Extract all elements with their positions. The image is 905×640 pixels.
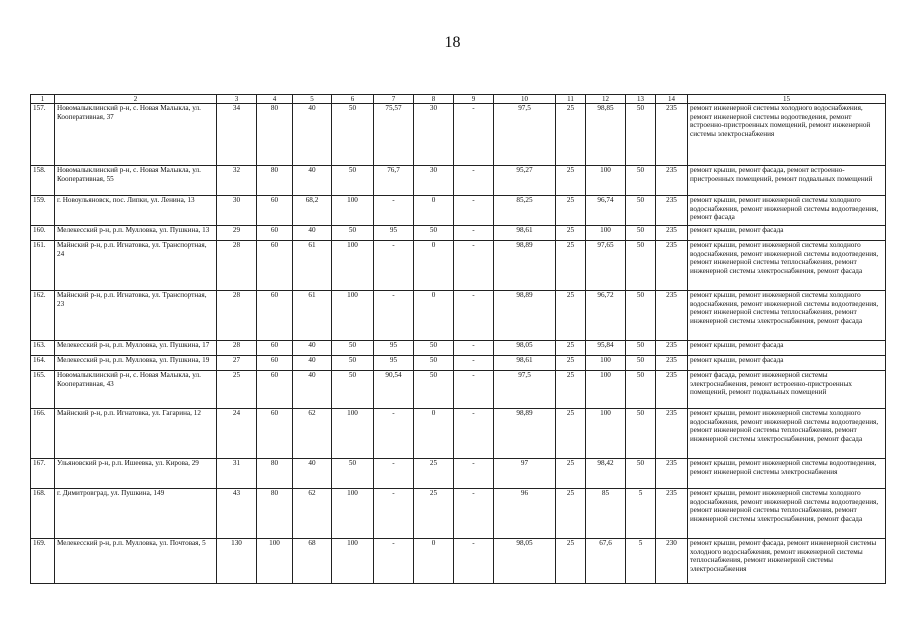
cell-col-5: 68 [293, 539, 332, 584]
table-row [31, 459, 886, 489]
table-row [31, 241, 886, 291]
cell-col-13: 50 [626, 291, 656, 341]
table-row [31, 371, 886, 409]
cell-col-12: 96,72 [586, 291, 626, 341]
cell-col-11: 25 [556, 291, 586, 341]
cell-col-6: 100 [332, 409, 374, 459]
cell-col-13: 50 [626, 356, 656, 371]
cell-col-6: 50 [332, 341, 374, 356]
cell-col-11: 25 [556, 166, 586, 196]
row-number-cell: 158. [31, 166, 55, 196]
row-number-cell: 166. [31, 409, 55, 459]
column-header: 8 [414, 95, 454, 104]
works-cell: ремонт инженерной системы холодного водоснабжения, ремонт инженерной системы водоотведения, ремонт встроенно-пристроенных помещений, ремонт инженерной системы электроснабжения [688, 104, 886, 166]
cell-col-13: 5 [626, 489, 656, 539]
works-cell: ремонт крыши, ремонт фасада [688, 356, 886, 371]
cell-col-11: 25 [556, 196, 586, 226]
cell-col-11: 25 [556, 356, 586, 371]
cell-col-9: - [454, 356, 494, 371]
cell-col-6: 50 [332, 459, 374, 489]
column-header: 9 [454, 95, 494, 104]
row-number-cell: 163. [31, 341, 55, 356]
cell-col-7: - [374, 489, 414, 539]
cell-col-14: 235 [656, 291, 688, 341]
cell-col-13: 5 [626, 539, 656, 584]
cell-col-8: 0 [414, 241, 454, 291]
cell-col-9: - [454, 539, 494, 584]
cell-col-7: - [374, 241, 414, 291]
table-row [31, 409, 886, 459]
cell-col-10: 98,89 [494, 409, 556, 459]
cell-col-6: 100 [332, 539, 374, 584]
cell-col-14: 235 [656, 459, 688, 489]
works-cell: ремонт крыши, ремонт инженерной системы водоотведения, ремонт инженерной системы электроснабжения [688, 459, 886, 489]
cell-col-14: 235 [656, 341, 688, 356]
cell-col-12: 96,74 [586, 196, 626, 226]
works-cell: ремонт крыши, ремонт инженерной системы холодного водоснабжения, ремонт инженерной системы водоотведения, ремонт инженерной системы теплоснабжения, ремонт инженерной системы электроснабжения, ремонт фасада [688, 241, 886, 291]
repair-table [30, 94, 886, 584]
works-cell: ремонт крыши, ремонт инженерной системы холодного водоснабжения, ремонт инженерной системы водоотведения, ремонт фасада [688, 196, 886, 226]
address-cell: Мелекесский р-н, р.п. Мулловка, ул. Пушкина, 17 [55, 341, 217, 356]
cell-col-12: 67,6 [586, 539, 626, 584]
works-cell: ремонт крыши, ремонт инженерной системы холодного водоснабжения, ремонт инженерной системы водоотведения, ремонт инженерной системы теплоснабжения, ремонт инженерной системы электроснабжения, ремонт фасада [688, 291, 886, 341]
cell-col-3: 130 [217, 539, 257, 584]
cell-col-7: 75,57 [374, 104, 414, 166]
address-cell: Мелекесский р-н, р.п. Мулловка, ул. Пушкина, 13 [55, 226, 217, 241]
cell-col-3: 30 [217, 196, 257, 226]
cell-col-6: 50 [332, 166, 374, 196]
column-header: 7 [374, 95, 414, 104]
cell-col-6: 100 [332, 291, 374, 341]
address-cell: г. Димитровград, ул. Пушкина, 149 [55, 489, 217, 539]
cell-col-3: 32 [217, 166, 257, 196]
cell-col-5: 68,2 [293, 196, 332, 226]
cell-col-9: - [454, 104, 494, 166]
column-header: 1 [31, 95, 55, 104]
cell-col-8: 50 [414, 341, 454, 356]
cell-col-3: 29 [217, 226, 257, 241]
cell-col-12: 100 [586, 226, 626, 241]
column-header: 4 [257, 95, 293, 104]
cell-col-14: 235 [656, 356, 688, 371]
cell-col-4: 60 [257, 409, 293, 459]
table-row [31, 356, 886, 371]
cell-col-12: 98,85 [586, 104, 626, 166]
row-number-cell: 161. [31, 241, 55, 291]
cell-col-7: 95 [374, 356, 414, 371]
cell-col-9: - [454, 459, 494, 489]
cell-col-4: 60 [257, 356, 293, 371]
table-row [31, 104, 886, 166]
cell-col-13: 50 [626, 196, 656, 226]
cell-col-4: 100 [257, 539, 293, 584]
table-row [31, 489, 886, 539]
cell-col-3: 28 [217, 241, 257, 291]
cell-col-11: 25 [556, 459, 586, 489]
cell-col-9: - [454, 241, 494, 291]
cell-col-12: 97,65 [586, 241, 626, 291]
table-header-row [31, 95, 886, 104]
table-row [31, 166, 886, 196]
page-number: 18 [444, 34, 461, 51]
cell-col-11: 25 [556, 371, 586, 409]
cell-col-5: 62 [293, 409, 332, 459]
cell-col-10: 98,89 [494, 291, 556, 341]
cell-col-14: 235 [656, 166, 688, 196]
cell-col-5: 61 [293, 291, 332, 341]
column-header: 5 [293, 95, 332, 104]
cell-col-5: 40 [293, 166, 332, 196]
row-number-cell: 167. [31, 459, 55, 489]
column-header: 6 [332, 95, 374, 104]
works-cell: ремонт фасада, ремонт инженерной системы электроснабжения, ремонт встроенно-пристроенных помещений, ремонт подвальных помещений [688, 371, 886, 409]
cell-col-13: 50 [626, 409, 656, 459]
cell-col-6: 50 [332, 226, 374, 241]
cell-col-10: 98,61 [494, 356, 556, 371]
address-cell: Новомалыклинский р-н, с. Новая Малыкла, ул. Кооперативная, 43 [55, 371, 217, 409]
cell-col-5: 40 [293, 459, 332, 489]
table-body [31, 104, 886, 584]
cell-col-4: 60 [257, 241, 293, 291]
cell-col-7: 95 [374, 226, 414, 241]
cell-col-7: 76,7 [374, 166, 414, 196]
address-cell: Мелекесский р-н, р.п. Мулловка, ул. Почтовая, 5 [55, 539, 217, 584]
cell-col-9: - [454, 409, 494, 459]
cell-col-11: 25 [556, 104, 586, 166]
cell-col-10: 98,05 [494, 539, 556, 584]
cell-col-10: 98,61 [494, 226, 556, 241]
cell-col-4: 60 [257, 196, 293, 226]
column-header: 13 [626, 95, 656, 104]
cell-col-12: 100 [586, 166, 626, 196]
cell-col-12: 100 [586, 409, 626, 459]
column-header: 14 [656, 95, 688, 104]
cell-col-8: 30 [414, 166, 454, 196]
works-cell: ремонт крыши, ремонт фасада, ремонт встроенно-пристроенных помещений, ремонт подвальных помещений [688, 166, 886, 196]
row-number-cell: 160. [31, 226, 55, 241]
cell-col-14: 235 [656, 371, 688, 409]
cell-col-13: 50 [626, 241, 656, 291]
cell-col-13: 50 [626, 104, 656, 166]
cell-col-10: 95,27 [494, 166, 556, 196]
cell-col-10: 98,05 [494, 341, 556, 356]
cell-col-8: 30 [414, 104, 454, 166]
cell-col-12: 98,42 [586, 459, 626, 489]
cell-col-8: 0 [414, 409, 454, 459]
column-header: 3 [217, 95, 257, 104]
works-cell: ремонт крыши, ремонт фасада [688, 341, 886, 356]
cell-col-4: 80 [257, 104, 293, 166]
cell-col-4: 60 [257, 226, 293, 241]
row-number-cell: 159. [31, 196, 55, 226]
row-number-cell: 165. [31, 371, 55, 409]
address-cell: Майнский р-н, р.п. Игнатовка, ул. Гагарина, 12 [55, 409, 217, 459]
cell-col-13: 50 [626, 341, 656, 356]
cell-col-14: 235 [656, 241, 688, 291]
address-cell: Майнский р-н, р.п. Игнатовка, ул. Транспортная, 24 [55, 241, 217, 291]
cell-col-11: 25 [556, 489, 586, 539]
cell-col-10: 96 [494, 489, 556, 539]
cell-col-7: - [374, 539, 414, 584]
cell-col-14: 235 [656, 409, 688, 459]
cell-col-7: - [374, 459, 414, 489]
row-number-cell: 164. [31, 356, 55, 371]
address-cell: Новомалыклинский р-н, с. Новая Малыкла, ул. Кооперативная, 37 [55, 104, 217, 166]
cell-col-9: - [454, 291, 494, 341]
cell-col-11: 25 [556, 226, 586, 241]
cell-col-11: 25 [556, 341, 586, 356]
cell-col-4: 60 [257, 341, 293, 356]
table-row [31, 291, 886, 341]
cell-col-8: 0 [414, 539, 454, 584]
cell-col-11: 25 [556, 539, 586, 584]
cell-col-6: 50 [332, 371, 374, 409]
cell-col-10: 97,5 [494, 104, 556, 166]
cell-col-8: 50 [414, 371, 454, 409]
cell-col-4: 60 [257, 291, 293, 341]
cell-col-3: 43 [217, 489, 257, 539]
cell-col-4: 80 [257, 166, 293, 196]
cell-col-10: 98,89 [494, 241, 556, 291]
cell-col-9: - [454, 196, 494, 226]
cell-col-6: 100 [332, 196, 374, 226]
cell-col-8: 25 [414, 489, 454, 539]
cell-col-14: 235 [656, 489, 688, 539]
cell-col-11: 25 [556, 409, 586, 459]
table-row [31, 539, 886, 584]
cell-col-3: 25 [217, 371, 257, 409]
cell-col-13: 50 [626, 371, 656, 409]
column-header: 2 [55, 95, 217, 104]
row-number-cell: 168. [31, 489, 55, 539]
address-cell: Майнский р-н, р.п. Игнатовка, ул. Транспортная, 23 [55, 291, 217, 341]
cell-col-7: 90,54 [374, 371, 414, 409]
cell-col-6: 100 [332, 241, 374, 291]
row-number-cell: 157. [31, 104, 55, 166]
cell-col-5: 62 [293, 489, 332, 539]
cell-col-3: 31 [217, 459, 257, 489]
cell-col-14: 230 [656, 539, 688, 584]
address-cell: Ульяновский р-н, р.п. Ишеевка, ул. Кирова, 29 [55, 459, 217, 489]
cell-col-6: 50 [332, 356, 374, 371]
works-cell: ремонт крыши, ремонт инженерной системы холодного водоснабжения, ремонт инженерной системы водоотведения, ремонт инженерной системы теплоснабжения, ремонт инженерной системы электроснабжения, ремонт фасада [688, 489, 886, 539]
cell-col-4: 80 [257, 489, 293, 539]
cell-col-9: - [454, 489, 494, 539]
row-number-cell: 169. [31, 539, 55, 584]
cell-col-10: 97,5 [494, 371, 556, 409]
table-row [31, 226, 886, 241]
table-row [31, 196, 886, 226]
address-cell: Новомалыклинский р-н, с. Новая Малыкла, ул. Кооперативная, 55 [55, 166, 217, 196]
cell-col-8: 0 [414, 291, 454, 341]
works-cell: ремонт крыши, ремонт фасада [688, 226, 886, 241]
cell-col-8: 50 [414, 356, 454, 371]
cell-col-9: - [454, 371, 494, 409]
cell-col-3: 27 [217, 356, 257, 371]
cell-col-7: - [374, 291, 414, 341]
cell-col-7: 95 [374, 341, 414, 356]
column-header: 10 [494, 95, 556, 104]
cell-col-12: 95,84 [586, 341, 626, 356]
cell-col-13: 50 [626, 166, 656, 196]
address-cell: Мелекесский р-н, р.п. Мулловка, ул. Пушкина, 19 [55, 356, 217, 371]
cell-col-9: - [454, 341, 494, 356]
cell-col-4: 60 [257, 371, 293, 409]
cell-col-12: 100 [586, 371, 626, 409]
cell-col-6: 100 [332, 489, 374, 539]
cell-col-3: 24 [217, 409, 257, 459]
cell-col-8: 0 [414, 196, 454, 226]
cell-col-3: 34 [217, 104, 257, 166]
cell-col-9: - [454, 166, 494, 196]
row-number-cell: 162. [31, 291, 55, 341]
cell-col-9: - [454, 226, 494, 241]
cell-col-5: 40 [293, 104, 332, 166]
table-row [31, 341, 886, 356]
cell-col-14: 235 [656, 196, 688, 226]
column-header: 12 [586, 95, 626, 104]
cell-col-5: 40 [293, 371, 332, 409]
cell-col-5: 61 [293, 241, 332, 291]
cell-col-13: 50 [626, 459, 656, 489]
works-cell: ремонт крыши, ремонт фасада, ремонт инженерной системы холодного водоснабжения, ремонт инженерной системы теплоснабжения, ремонт инженерной системы электроснабжения [688, 539, 886, 584]
cell-col-3: 28 [217, 341, 257, 356]
cell-col-3: 28 [217, 291, 257, 341]
cell-col-5: 40 [293, 341, 332, 356]
works-cell: ремонт крыши, ремонт инженерной системы холодного водоснабжения, ремонт инженерной системы водоотведения, ремонт инженерной системы теплоснабжения, ремонт инженерной системы электроснабжения, ремонт фасада [688, 409, 886, 459]
address-cell: г. Новоульяновск, пос. Липки, ул. Ленина, 13 [55, 196, 217, 226]
cell-col-8: 50 [414, 226, 454, 241]
cell-col-10: 97 [494, 459, 556, 489]
column-header: 11 [556, 95, 586, 104]
cell-col-12: 100 [586, 356, 626, 371]
cell-col-5: 40 [293, 356, 332, 371]
column-header: 15 [688, 95, 886, 104]
cell-col-10: 85,25 [494, 196, 556, 226]
cell-col-13: 50 [626, 226, 656, 241]
cell-col-14: 235 [656, 226, 688, 241]
cell-col-12: 85 [586, 489, 626, 539]
cell-col-5: 40 [293, 226, 332, 241]
cell-col-6: 50 [332, 104, 374, 166]
cell-col-4: 80 [257, 459, 293, 489]
cell-col-7: - [374, 196, 414, 226]
cell-col-11: 25 [556, 241, 586, 291]
cell-col-7: - [374, 409, 414, 459]
cell-col-8: 25 [414, 459, 454, 489]
cell-col-14: 235 [656, 104, 688, 166]
